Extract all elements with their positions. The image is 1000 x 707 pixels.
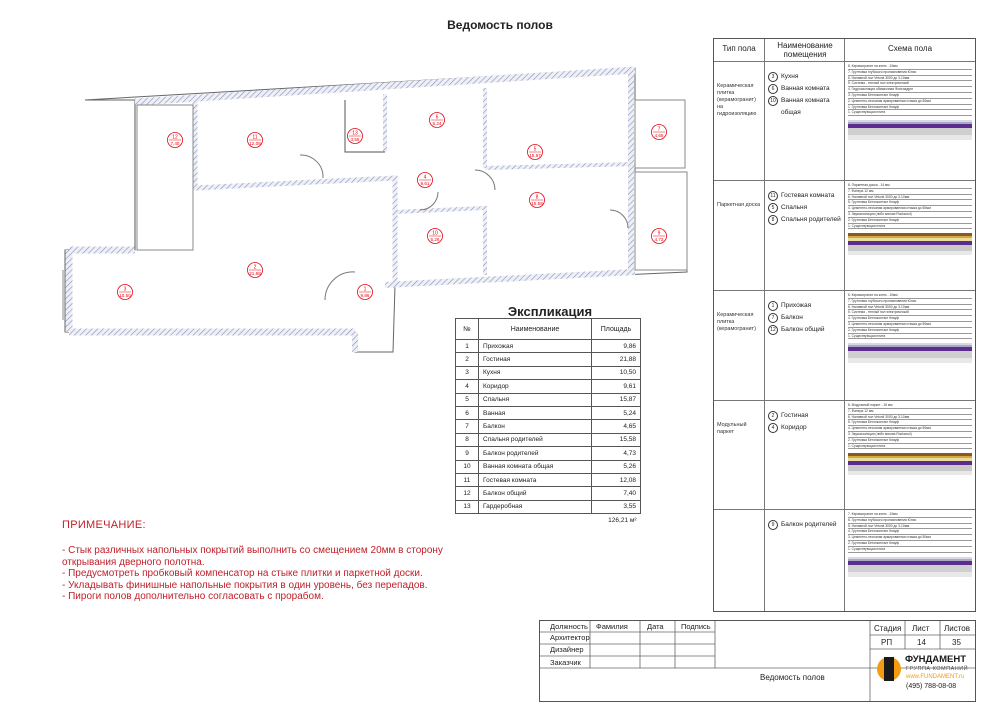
scheme-layer-label: 6. Наливной пол Vetonit 3000 до 3-10мм (848, 195, 972, 201)
room-marker-area: 5,24 (432, 121, 442, 126)
scheme-layer-label: 7. Грунтовка глубокого проникновения Юнис (848, 299, 972, 305)
room-name: Балкон (781, 314, 803, 321)
room-area: 3,55 (592, 500, 641, 513)
table-row (456, 460, 641, 473)
room-area: 7,40 (592, 487, 641, 500)
floor-type-label: Паркетная доска (717, 202, 761, 208)
total-area: 126,21 м² (608, 516, 637, 524)
floor-header-scheme: Схема пола (887, 44, 933, 53)
room-marker (348, 129, 363, 144)
tb-col-position: Должность (550, 622, 588, 631)
floor-type-label: Модульный паркет (717, 422, 747, 435)
room-marker-area: 15,58 (531, 201, 543, 206)
room-name: Балкон (479, 420, 592, 433)
scheme-layer-label: 1. Грунтовка Бетонконтакт Кнауф (848, 105, 972, 111)
scheme-layers-drawing (848, 120, 972, 142)
page-title: Ведомость полов (447, 18, 553, 32)
room-name: Балкон родителей (781, 521, 837, 528)
row-number: 10 (456, 460, 479, 473)
room-number-badge: 8 (768, 215, 778, 225)
scheme-layer-label: 4. Гидроизоляция обмазочная Фольпадунг (848, 87, 972, 93)
scheme-layer-label: 3. Цементно-песчаная армированная стяжка до 50мм (848, 535, 972, 541)
floor-type-label: Керамическая плитка (керамогранит) (717, 312, 756, 332)
scheme-layer-label: 5. Грунтовка Бетонконтакт Кнауф (848, 200, 972, 206)
room-number-badge: 11 (768, 191, 778, 201)
row-number: 1 (456, 340, 479, 353)
room-marker (118, 285, 133, 300)
notes-list (62, 545, 472, 603)
company-subtitle: ГРУППА КОМПАНИЙ (906, 666, 969, 672)
scheme-layer-label: 3. Звукоизоляция (либо мягкая Rockwool) (848, 212, 972, 218)
scheme-layer-label: 8. Модульный паркет - 16 мм (848, 403, 972, 409)
company-phone: (495) 788-08-08 (906, 683, 957, 690)
room-name: Балкон родителей (479, 447, 592, 460)
scheme-layer-label: 7. Грунтовка глубокого проникновения Юнис (848, 70, 972, 76)
scheme-layer-label: 3. Звукоизоляция (либо мягкая Rockwool) (848, 432, 972, 438)
room-marker-number: 11 (252, 134, 258, 141)
room-marker (530, 193, 545, 208)
list-item (768, 300, 846, 312)
scheme-layer-label: 6. Наливной пол Vetonit 3000 до 3-10мм (848, 415, 972, 421)
scheme-layer-label: 6. Керамогранит на клею - 10мм (848, 293, 972, 299)
scheme-layer-label: 5. Система - теплый пол электрический (848, 81, 972, 87)
scheme-layer-label: 5. Наливной пол Vetonit 3000 до 3-10мм (848, 524, 972, 530)
room-area: 9,86 (592, 340, 641, 353)
room-name: Ванная (479, 406, 592, 419)
room-marker-area: 4,65 (654, 133, 664, 138)
floor-types-table (713, 38, 976, 612)
note-item: - Стык различных напольных покрытий выполнить со смещением 20мм в сторону открывания дверного полотна. (62, 545, 443, 568)
scheme-layer-strip (848, 565, 972, 572)
tb-role-client: Заказчик (550, 658, 581, 667)
room-marker-number: 6 (435, 114, 439, 121)
room-area: 4,65 (592, 420, 641, 433)
explication-body (456, 340, 641, 527)
room-name: Гостевая комната (479, 473, 592, 486)
table-row (456, 406, 641, 419)
scheme-layers-drawing (848, 557, 972, 579)
scheme-layer-label: 3. Грунтовка Бетонконтакт Кнауф (848, 93, 972, 99)
room-marker-area: 21,88 (249, 271, 261, 276)
scheme-layer-label: 4. Грунтовка Бетонконтакт Кнауф (848, 529, 972, 535)
floor-scheme (848, 403, 972, 475)
list-item (768, 324, 846, 336)
floor-scheme (848, 512, 972, 579)
room-marker-number: 9 (657, 230, 661, 237)
scheme-layers-drawing (848, 453, 972, 475)
room-name: Коридор (479, 380, 592, 393)
tb-sheets: 35 (952, 638, 961, 647)
scheme-layers-drawing (848, 343, 972, 365)
room-marker-area: 9,86 (360, 293, 370, 298)
scheme-layer-strip (848, 471, 972, 475)
scheme-layer-label: 1. Существующая плита (848, 224, 972, 230)
room-marker-number: 4 (423, 174, 427, 181)
list-item (768, 410, 846, 422)
scheme-layer-label: 2. Грунтовка Бетонконтакт Кнауф (848, 218, 972, 224)
scheme-layer-label: 1. Существующая плита (848, 547, 972, 553)
row-number: 8 (456, 433, 479, 446)
room-marker-number: 1 (363, 286, 367, 293)
room-name: Гардеробная (479, 500, 592, 513)
room-marker-area: 4,73 (654, 237, 664, 242)
scheme-layer-label: 7. Керамогранит на клею - 10мм (848, 512, 972, 518)
floor-room-list (768, 519, 846, 531)
table-row (456, 393, 641, 406)
tb-role-architect: Архитектор (550, 633, 590, 642)
note-item: - Предусмотреть пробковый компенсатор на стыке плитки и паркетной доски. (62, 568, 423, 579)
floor-room-list (768, 300, 846, 336)
room-area: 15,58 (592, 433, 641, 446)
room-marker (248, 133, 263, 148)
list-item (768, 71, 846, 83)
scheme-layer-label: 2. Грунтовка Бетонконтакт Кнауф (848, 328, 972, 334)
room-marker (528, 145, 543, 160)
scheme-layer-strip (848, 358, 972, 363)
room-marker (428, 229, 443, 244)
explication-title: Экспликация (507, 304, 593, 319)
room-area: 5,26 (592, 460, 641, 473)
room-marker-number: 2 (253, 264, 257, 271)
room-number-badge: 5 (768, 203, 778, 213)
room-marker (430, 113, 445, 128)
room-marker-area: 5,26 (430, 237, 440, 242)
room-area: 21,88 (592, 353, 641, 366)
room-number-badge: 10 (768, 96, 778, 106)
floor-header-type: Тип пола (722, 44, 756, 53)
room-name: Ванная комната (781, 85, 830, 92)
room-marker (358, 285, 373, 300)
table-row (456, 447, 641, 460)
tb-stage-label: Стадия (874, 624, 902, 633)
row-number: 13 (456, 500, 479, 513)
tb-col-surname: Фамилия (596, 622, 628, 631)
room-name: Ванная комната общая (781, 97, 830, 116)
room-marker-area: 12,08 (249, 141, 261, 146)
room-marker-area: 3,55 (350, 137, 360, 142)
scheme-layer-label: 7. Фанера 12 мм (848, 189, 972, 195)
room-area: 12,08 (592, 473, 641, 486)
floor-scheme (848, 64, 972, 142)
scheme-layer-label: 6. Наливной пол Vetonit 3000 до 3-10мм (848, 76, 972, 82)
room-name: Гостиная (479, 353, 592, 366)
room-name: Прихожая (781, 302, 812, 309)
room-marker-area: 7,40 (170, 141, 180, 146)
logo-half-icon (884, 657, 894, 681)
scheme-layer-label: 4. Цементно-песчаная армированная стяжка до 50мм (848, 206, 972, 212)
table-row (456, 433, 641, 446)
tb-col-signature: Подпись (681, 622, 711, 631)
list-item (768, 312, 846, 324)
list-item (768, 214, 846, 226)
scheme-layer-label: 6. Наливной пол Vetonit 3000 до 3-10мм (848, 305, 972, 311)
list-item (768, 190, 846, 202)
list-item (768, 95, 846, 119)
room-area: 4,73 (592, 447, 641, 460)
scheme-layer-strip (848, 351, 972, 358)
table-row (456, 473, 641, 486)
company-logo (873, 651, 973, 699)
room-area: 9,61 (592, 380, 641, 393)
room-name: Коридор (781, 424, 807, 431)
room-marker (418, 173, 433, 188)
room-name: Кухня (781, 73, 799, 80)
floor-type-label: Керамическая плитка (керамогранит) на гидроизоляцию (717, 83, 757, 117)
scheme-layer-strip (848, 251, 972, 255)
room-marker-number: 8 (535, 194, 539, 201)
room-name: Гостевая комната (781, 192, 835, 199)
room-marker (248, 263, 263, 278)
table-row (456, 340, 641, 353)
room-name: Спальня родителей (479, 433, 592, 446)
expl-header-name: Наименование (479, 319, 592, 340)
table-row (456, 366, 641, 379)
room-marker (168, 133, 183, 148)
scheme-layer-label: 6. Грунтовка глубокого проникновения Юнис (848, 518, 972, 524)
room-name: Кухня (479, 366, 592, 379)
room-marker-number: 7 (657, 126, 661, 133)
table-row (456, 500, 641, 513)
room-name: Балкон общий (781, 326, 825, 333)
room-marker-area: 9,61 (420, 181, 430, 186)
note-item: - Укладывать финишные напольные покрытия в один уровень, без перепадов. (62, 579, 428, 591)
row-number: 3 (456, 366, 479, 379)
scheme-layer-label: 2. Грунтовка Бетонконтакт Кнауф (848, 438, 972, 444)
floor-room-list (768, 190, 846, 226)
notes-heading: ПРИМЕЧАНИЕ: (62, 519, 146, 531)
scheme-layer-label: 8. Керамогранит на клею - 10мм (848, 64, 972, 70)
tb-stage: РП (881, 638, 893, 647)
scheme-layer-label: 4. Цементно-песчаная армированная стяжка до 50мм (848, 426, 972, 432)
room-marker-area: 15,87 (529, 153, 541, 158)
room-name: Спальня (479, 393, 592, 406)
room-marker (652, 125, 667, 140)
tb-sheet: 14 (917, 638, 926, 647)
table-row (456, 380, 641, 393)
company-website: www.FUNDAMENT.ru (906, 674, 965, 680)
row-number: 12 (456, 487, 479, 500)
tb-sheet-label: Лист (912, 624, 930, 633)
row-number: 4 (456, 380, 479, 393)
row-number: 5 (456, 393, 479, 406)
room-marker-area: 10,50 (119, 293, 131, 298)
note-item: - Пироги полов дополнительно согласовать с прорабом. (62, 591, 324, 602)
room-area: 15,87 (592, 393, 641, 406)
floor-room-list (768, 71, 846, 119)
scheme-layer-label: 1. Существующая плита (848, 334, 972, 340)
floor-room-list (768, 410, 846, 434)
room-marker-number: 5 (533, 146, 537, 153)
room-number-badge: 3 (768, 72, 778, 82)
title-block (539, 620, 976, 702)
room-area: 5,24 (592, 406, 641, 419)
row-number: 11 (456, 473, 479, 486)
scheme-layer-label: 3. Цементно-песчаная армированная стяжка до 50мм (848, 322, 972, 328)
floor-header-room: Наименование помещения (777, 41, 833, 59)
room-number-badge: 12 (768, 325, 778, 335)
scheme-layer-strip (848, 572, 972, 577)
row-number: 9 (456, 447, 479, 460)
row-number: 7 (456, 420, 479, 433)
table-row (456, 487, 641, 500)
room-name: Гостиная (781, 412, 809, 419)
scheme-layer-label: 7. Фанера 12 мм (848, 409, 972, 415)
scheme-layers-drawing (848, 233, 972, 255)
expl-header-area: Площадь (592, 319, 641, 340)
room-number-badge: 6 (768, 84, 778, 94)
expl-header-num: № (456, 319, 479, 340)
list-item (768, 83, 846, 95)
room-marker (652, 229, 667, 244)
tb-document-title: Ведомость полов (760, 673, 825, 682)
room-number-badge: 2 (768, 411, 778, 421)
scheme-layer-label: 4. Грунтовка Бетонконтакт Кнауф (848, 316, 972, 322)
room-name: Прихожая (479, 340, 592, 353)
tb-role-designer: Дизайнер (550, 645, 584, 654)
row-number: 6 (456, 406, 479, 419)
explication-table (455, 318, 641, 526)
scheme-layer-label: 2. Цементно-песчаная армированная стяжка до 50мм (848, 99, 972, 105)
floor-scheme (848, 183, 972, 255)
table-row (456, 353, 641, 366)
total-row (456, 514, 641, 527)
row-number: 2 (456, 353, 479, 366)
scheme-layer-strip (848, 128, 972, 135)
room-marker-number: 3 (123, 286, 127, 293)
scheme-layer-label: 5. Грунтовка Бетонконтакт Кнауф (848, 420, 972, 426)
room-number-badge: 7 (768, 313, 778, 323)
company-name: ФУНДАМЕНТ (905, 654, 967, 665)
scheme-layer-label: 5. Система - теплый пол электрический (848, 310, 972, 316)
room-marker-number: 13 (352, 130, 358, 137)
room-name: Балкон общий (479, 487, 592, 500)
room-marker-number: 10 (432, 230, 438, 237)
tb-sheets-label: Листов (944, 624, 970, 633)
list-item (768, 202, 846, 214)
scheme-layer-label: 1. Существующая плита (848, 110, 972, 116)
room-number-badge: 9 (768, 520, 778, 530)
scheme-layer-label: 1. Существующая плита (848, 444, 972, 450)
room-name: Спальня (781, 204, 808, 211)
room-marker-number: 12 (172, 134, 178, 141)
floor-scheme (848, 293, 972, 365)
room-area: 10,50 (592, 366, 641, 379)
scheme-layer-strip (848, 135, 972, 140)
room-name: Ванная комната общая (479, 460, 592, 473)
tb-col-date: Дата (647, 622, 664, 631)
list-item (768, 422, 846, 434)
scheme-layer-label: 8. Паркетная доска - 14 мм (848, 183, 972, 189)
room-number-badge: 4 (768, 423, 778, 433)
scheme-layer-label: 2. Грунтовка Бетонконтакт Кнауф (848, 541, 972, 547)
room-number-badge: 1 (768, 301, 778, 311)
room-name: Спальня родителей (781, 216, 841, 223)
table-row (456, 420, 641, 433)
list-item (768, 519, 846, 531)
